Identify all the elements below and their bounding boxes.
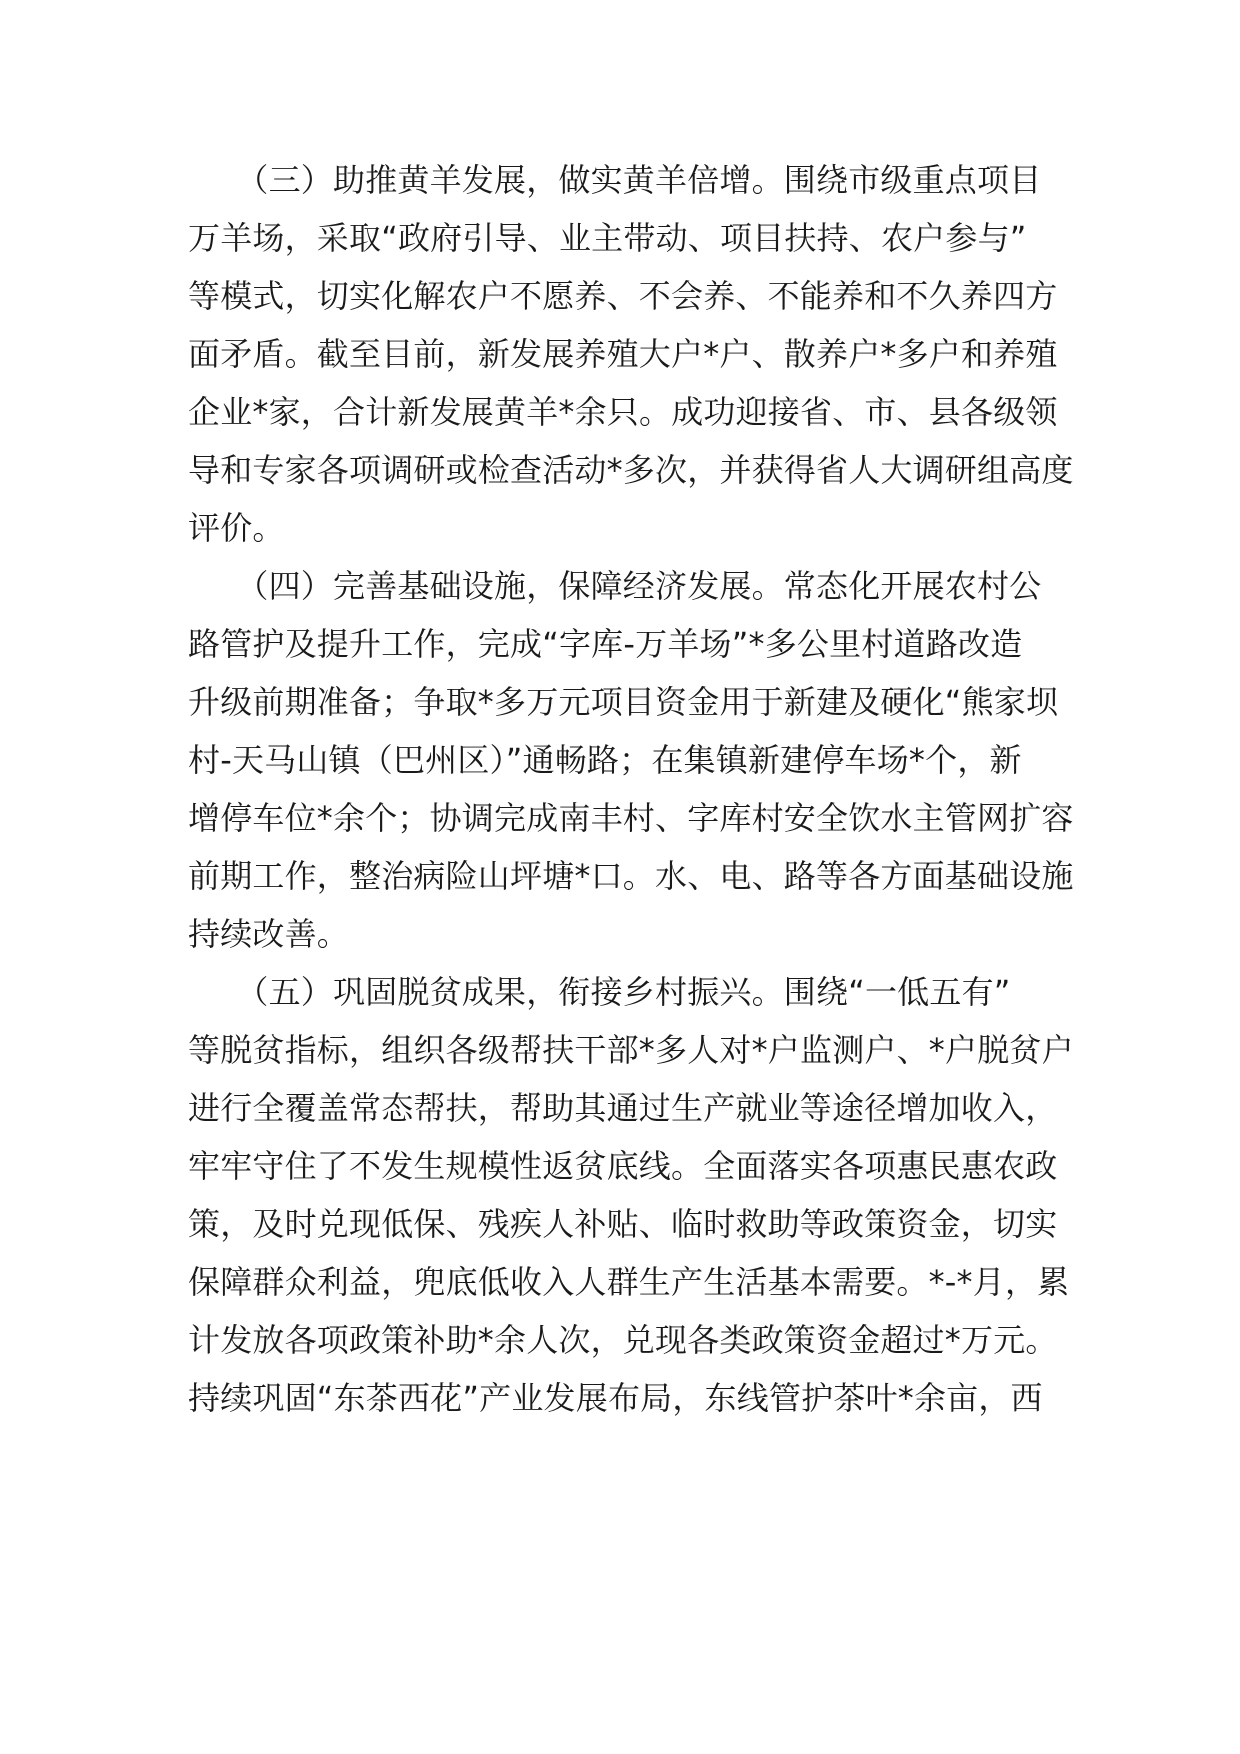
- text-line: 万羊场，采取“政府引导、业主带动、项目扶持、农户参与”: [188, 219, 1027, 257]
- text-line: （三）助推黄羊发展，做实黄羊倍增。围绕市级重点项目: [188, 161, 1042, 199]
- text-line: 持续改善。: [188, 915, 350, 953]
- text-line: 面矛盾。截至目前，新发展养殖大户*户、散养户*多户和养殖: [188, 335, 1058, 373]
- text-line: 等模式，切实化解农户不愿养、不会养、不能养和不久养四方: [188, 277, 1058, 315]
- text-line: 路管护及提升工作，完成“字库-万羊场”*多公里村道路改造: [188, 625, 1023, 663]
- text-line: 策，及时兑现低保、残疾人补贴、临时救助等政策资金，切实: [188, 1205, 1058, 1243]
- text-line: （四）完善基础设施，保障经济发展。常态化开展农村公: [188, 567, 1042, 605]
- text-line: 计发放各项政策补助*余人次，兑现各类政策资金超过*万元。: [188, 1321, 1058, 1359]
- text-line: （五）巩固脱贫成果，衔接乡村振兴。围绕“一低五有”: [188, 973, 1011, 1011]
- text-line: 前期工作，整治病险山坪塘*口。水、电、路等各方面基础设施: [188, 857, 1074, 895]
- text-line: 升级前期准备；争取*多万元项目资金用于新建及硬化“熊家坝: [188, 683, 1059, 721]
- text-line: 保障群众利益，兜底低收入人群生产生活基本需要。*-*月，累: [188, 1263, 1070, 1301]
- text-line: 增停车位*余个；协调完成南丰村、字库村安全饮水主管网扩容: [188, 799, 1074, 837]
- text-line: 导和专家各项调研或检查活动*多次，并获得省人大调研组高度: [188, 451, 1074, 489]
- text-line: 持续巩固“东茶西花”产业发展布局，东线管护茶叶*余亩，西: [188, 1379, 1043, 1417]
- text-line: 企业*家，合计新发展黄羊*余只。成功迎接省、市、县各级领: [188, 393, 1058, 431]
- text-line: 牢牢守住了不发生规模性返贫底线。全面落实各项惠民惠农政: [188, 1147, 1058, 1185]
- text-line: 评价。: [188, 509, 285, 547]
- text-line: 进行全覆盖常态帮扶，帮助其通过生产就业等途径增加收入，: [188, 1089, 1058, 1127]
- text-line: 村-天马山镇（巴州区）”通畅路；在集镇新建停车场*个，新: [188, 741, 1022, 779]
- text-line: 等脱贫指标，组织各级帮扶干部*多人对*户监测户、*户脱贫户: [188, 1031, 1074, 1069]
